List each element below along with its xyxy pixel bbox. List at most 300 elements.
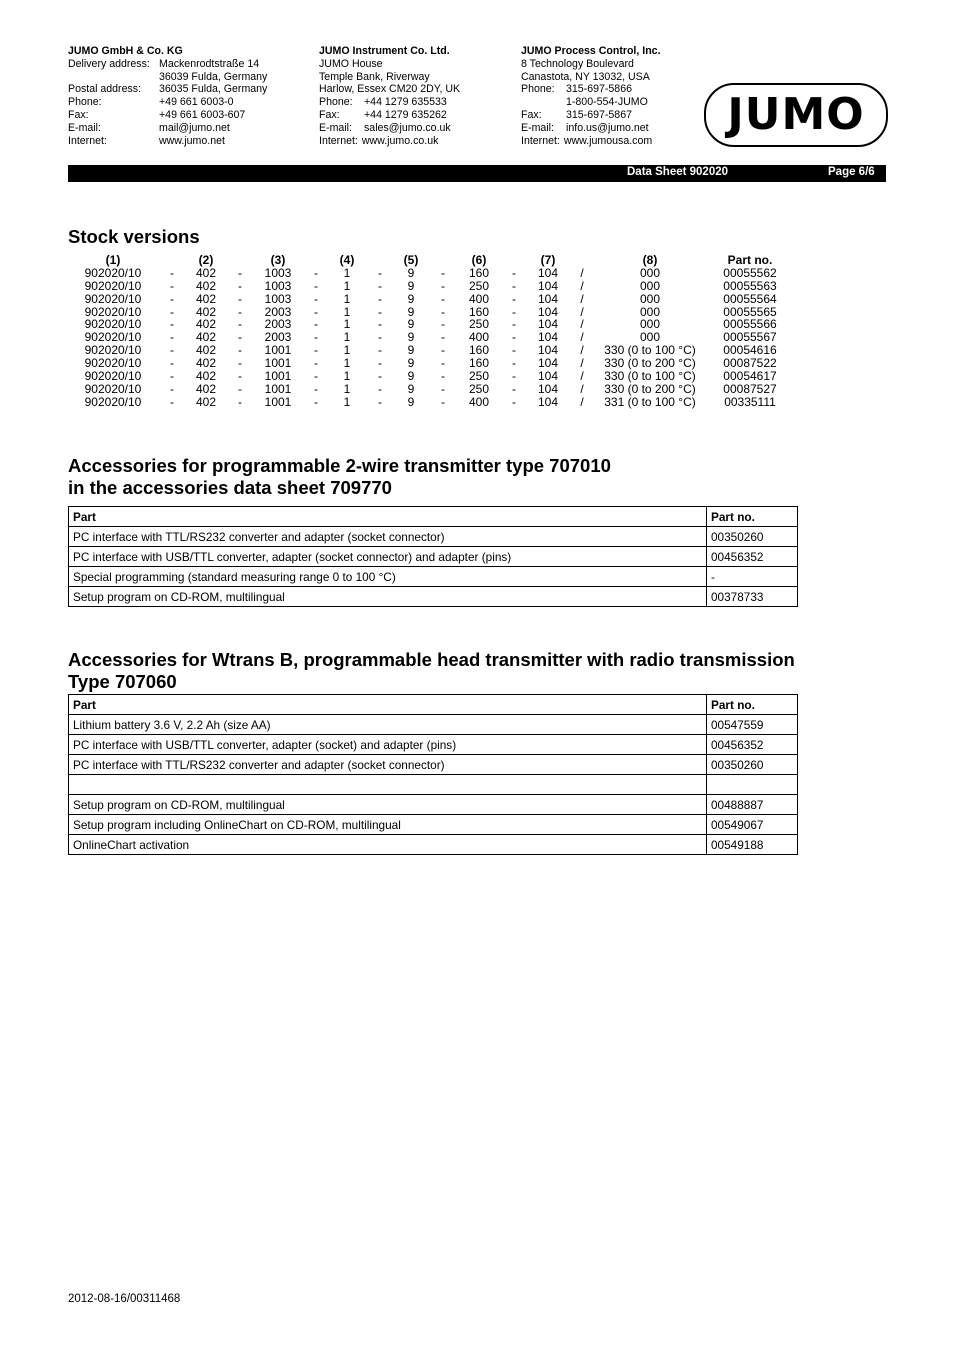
stock-cell: 331 (0 to 100 °C) <box>604 394 696 409</box>
stock-cell: 000 <box>639 291 661 306</box>
stock-cell: 9 <box>407 291 415 306</box>
stock-row <box>68 331 828 344</box>
accessories-707010-table <box>68 506 798 607</box>
company-name: JUMO GmbH & Co. KG <box>68 45 183 57</box>
address-line <box>68 83 267 96</box>
stock-cell: 1001 <box>264 356 292 371</box>
part-no-cell: 00378733 <box>707 587 798 607</box>
table-header-row <box>69 695 798 715</box>
stock-versions-title: Stock versions <box>68 226 200 247</box>
table-row <box>69 755 798 775</box>
stock-cell: 000 <box>639 265 661 280</box>
address-value: 315-697-5866 <box>566 83 632 96</box>
stock-cell: 1 <box>343 381 351 396</box>
stock-cell: 902020/10 <box>84 330 142 345</box>
stock-column-header: (8) <box>642 253 658 267</box>
stock-cell: 1001 <box>264 394 292 409</box>
stock-cell: 1001 <box>264 381 292 396</box>
stock-separator: - <box>441 265 445 280</box>
stock-cell: 402 <box>195 343 217 358</box>
address-label: E-mail: <box>521 121 554 134</box>
stock-cell: 250 <box>468 381 490 396</box>
title-line: in the accessories data sheet 709770 <box>68 477 392 498</box>
address-line <box>319 109 460 122</box>
address-line <box>319 122 460 135</box>
stock-separator: - <box>512 291 516 306</box>
address-label: Fax: <box>68 108 89 121</box>
stock-cell: 402 <box>195 291 217 306</box>
stock-cell: 400 <box>468 394 490 409</box>
stock-cell: 160 <box>468 304 490 319</box>
table-row <box>69 567 798 587</box>
address-line <box>68 58 267 71</box>
address-line <box>521 122 661 135</box>
accessories-707010-title <box>68 455 611 499</box>
stock-row <box>68 396 828 409</box>
address-label: E-mail: <box>319 121 352 134</box>
table-row <box>69 527 798 547</box>
address-value: +44 1279 635262 <box>364 108 447 121</box>
stock-cell: 250 <box>468 278 490 293</box>
part-cell: PC interface with TTL/RS232 converter and adapter (socket connector) <box>69 527 707 547</box>
stock-separator: - <box>238 304 242 319</box>
title-line: Accessories for Wtrans B, programmable head transmitter with radio transmission <box>68 649 795 670</box>
part-no-cell: 00488887 <box>707 795 798 815</box>
address-line <box>68 71 267 84</box>
stock-cell: 402 <box>195 317 217 332</box>
stock-separator: - <box>441 356 445 371</box>
logo-text: JUMO <box>727 89 865 140</box>
stock-separator: / <box>580 317 584 332</box>
address-line <box>68 135 267 148</box>
stock-cell: 1003 <box>264 278 292 293</box>
stock-column-header: (1) <box>105 253 121 267</box>
stock-cell: 902020/10 <box>84 304 142 319</box>
part-cell: PC interface with TTL/RS232 converter and adapter (socket connector) <box>69 755 707 775</box>
stock-part-no: 00055565 <box>723 304 777 319</box>
stock-separator: - <box>378 265 382 280</box>
stock-separator: - <box>314 291 318 306</box>
stock-cell: 160 <box>468 265 490 280</box>
stock-row <box>68 383 828 396</box>
stock-cell: 9 <box>407 330 415 345</box>
header-part: Part <box>69 695 707 715</box>
table-header-row <box>69 507 798 527</box>
stock-separator: - <box>314 394 318 409</box>
stock-part-no: 00055567 <box>723 330 777 345</box>
stock-separator: - <box>170 317 174 332</box>
stock-separator: - <box>441 291 445 306</box>
part-cell: Setup program including OnlineChart on CD-ROM, multilingual <box>69 815 707 835</box>
stock-separator: / <box>580 394 584 409</box>
part-no-cell: 00549067 <box>707 815 798 835</box>
stock-cell: 9 <box>407 369 415 384</box>
address-value: 36039 Fulda, Germany <box>159 70 268 83</box>
address-line <box>521 135 661 148</box>
stock-column-header: (2) <box>198 253 214 267</box>
stock-cell: 160 <box>468 356 490 371</box>
stock-separator: - <box>512 343 516 358</box>
stock-cell: 902020/10 <box>84 356 142 371</box>
stock-cell: 1 <box>343 356 351 371</box>
stock-part-no: 00055562 <box>723 265 777 280</box>
address-value: sales@jumo.co.uk <box>364 121 451 134</box>
header-part-no: Part no. <box>707 695 798 715</box>
address-line <box>319 83 460 96</box>
address-value: Mackenrodtstraße 14 <box>159 57 260 70</box>
stock-cell: 1 <box>343 278 351 293</box>
address-value: Temple Bank, Riverway <box>319 70 430 83</box>
address-line <box>319 135 460 148</box>
stock-column-header: (7) <box>540 253 556 267</box>
stock-cell: 000 <box>639 317 661 332</box>
company-name: JUMO Process Control, Inc. <box>521 45 661 57</box>
stock-part-no: 00055564 <box>723 291 777 306</box>
header-part-no: Part no. <box>707 507 798 527</box>
stock-separator: / <box>580 304 584 319</box>
address-label: Delivery address: <box>68 57 150 70</box>
stock-header-row <box>68 254 828 267</box>
address-line <box>521 96 661 109</box>
stock-cell: 1 <box>343 317 351 332</box>
stock-cell: 902020/10 <box>84 381 142 396</box>
table-row <box>69 815 798 835</box>
title-line: Type 707060 <box>68 671 177 692</box>
stock-cell: 330 (0 to 100 °C) <box>604 343 696 358</box>
stock-part-no: 00055566 <box>723 317 777 332</box>
stock-cell: 9 <box>407 317 415 332</box>
stock-cell: 402 <box>195 330 217 345</box>
company-germany <box>68 45 267 147</box>
part-cell <box>69 775 707 795</box>
address-label: Postal address: <box>68 83 142 96</box>
stock-separator: - <box>378 356 382 371</box>
stock-cell: 104 <box>537 304 559 319</box>
address-label: Phone: <box>521 83 555 96</box>
stock-cell: 1001 <box>264 369 292 384</box>
stock-separator: - <box>512 278 516 293</box>
address-value: JUMO House <box>319 57 383 70</box>
stock-part-no: 00087522 <box>723 356 777 371</box>
address-line <box>521 58 661 71</box>
address-value: 315-697-5867 <box>566 108 632 121</box>
stock-separator: - <box>170 265 174 280</box>
stock-cell: 104 <box>537 369 559 384</box>
stock-separator: - <box>314 304 318 319</box>
part-cell: Lithium battery 3.6 V, 2.2 Ah (size AA) <box>69 715 707 735</box>
stock-separator: - <box>314 278 318 293</box>
stock-separator: - <box>378 369 382 384</box>
stock-separator: - <box>512 394 516 409</box>
stock-separator: - <box>170 343 174 358</box>
stock-cell: 1 <box>343 330 351 345</box>
part-no-cell <box>707 775 798 795</box>
stock-separator: - <box>378 304 382 319</box>
stock-separator: / <box>580 278 584 293</box>
part-no-cell: 00350260 <box>707 755 798 775</box>
stock-cell: 330 (0 to 200 °C) <box>604 356 696 371</box>
table-row <box>69 795 798 815</box>
stock-column-header: (5) <box>403 253 419 267</box>
stock-separator: - <box>170 304 174 319</box>
address-label: Fax: <box>521 108 542 121</box>
stock-cell: 402 <box>195 278 217 293</box>
stock-cell: 1 <box>343 304 351 319</box>
jumo-logo <box>704 83 888 147</box>
address-label: Internet: <box>319 134 358 147</box>
stock-cell: 1003 <box>264 265 292 280</box>
part-cell: Special programming (standard measuring range 0 to 100 °C) <box>69 567 707 587</box>
stock-separator: - <box>441 330 445 345</box>
stock-separator: - <box>512 381 516 396</box>
stock-separator: - <box>441 394 445 409</box>
company-usa <box>521 45 661 147</box>
stock-separator: - <box>238 278 242 293</box>
stock-cell: 104 <box>537 265 559 280</box>
stock-separator: - <box>170 394 174 409</box>
stock-part-no: 00087527 <box>723 381 777 396</box>
stock-cell: 9 <box>407 304 415 319</box>
stock-cell: 1 <box>343 291 351 306</box>
stock-cell: 250 <box>468 369 490 384</box>
address-value: www.jumo.net <box>159 134 225 147</box>
address-line <box>521 71 661 84</box>
stock-separator: - <box>238 343 242 358</box>
stock-cell: 104 <box>537 317 559 332</box>
stock-cell: 402 <box>195 381 217 396</box>
stock-separator: - <box>238 394 242 409</box>
stock-separator: - <box>170 381 174 396</box>
stock-separator: - <box>512 330 516 345</box>
stock-separator: - <box>378 343 382 358</box>
stock-cell: 9 <box>407 356 415 371</box>
stock-separator: / <box>580 330 584 345</box>
stock-separator: - <box>238 369 242 384</box>
stock-cell: 9 <box>407 343 415 358</box>
address-value: 8 Technology Boulevard <box>521 57 634 70</box>
stock-cell: 1001 <box>264 343 292 358</box>
table-row <box>69 587 798 607</box>
stock-separator: - <box>170 278 174 293</box>
address-line <box>68 122 267 135</box>
address-label: Internet: <box>521 134 560 147</box>
stock-row <box>68 318 828 331</box>
stock-separator: - <box>512 317 516 332</box>
address-label: Phone: <box>68 96 102 109</box>
stock-part-no: 00054616 <box>723 343 777 358</box>
stock-separator: - <box>441 304 445 319</box>
address-line <box>68 96 267 109</box>
stock-cell: 902020/10 <box>84 369 142 384</box>
stock-cell: 9 <box>407 265 415 280</box>
datasheet-label: Data Sheet 902020 <box>627 166 729 178</box>
address-line <box>521 109 661 122</box>
stock-cell: 9 <box>407 381 415 396</box>
stock-separator: - <box>238 381 242 396</box>
part-cell: PC interface with USB/TTL converter, adapter (socket) and adapter (pins) <box>69 735 707 755</box>
stock-part-no: 00054617 <box>723 369 777 384</box>
stock-separator: - <box>441 369 445 384</box>
datasheet-bar <box>68 165 886 182</box>
address-value: 1-800-554-JUMO <box>566 96 648 109</box>
address-line <box>68 109 267 122</box>
address-line <box>319 58 460 71</box>
address-value: +44 1279 635533 <box>364 96 447 109</box>
part-no-cell: 00549188 <box>707 835 798 855</box>
stock-cell: 9 <box>407 394 415 409</box>
stock-cell: 402 <box>195 304 217 319</box>
part-no-cell: 00547559 <box>707 715 798 735</box>
stock-separator: - <box>441 381 445 396</box>
stock-separator: - <box>512 265 516 280</box>
stock-separator: - <box>314 369 318 384</box>
stock-cell: 402 <box>195 265 217 280</box>
stock-cell: 104 <box>537 343 559 358</box>
stock-separator: - <box>170 356 174 371</box>
stock-separator: - <box>314 265 318 280</box>
stock-separator: - <box>378 278 382 293</box>
stock-row <box>68 344 828 357</box>
stock-row <box>68 357 828 370</box>
stock-cell: 902020/10 <box>84 317 142 332</box>
stock-separator: - <box>238 356 242 371</box>
table-row <box>69 547 798 567</box>
stock-cell: 104 <box>537 291 559 306</box>
stock-cell: 1 <box>343 265 351 280</box>
stock-versions-table <box>68 254 828 409</box>
address-value: +49 661 6003-0 <box>159 96 234 109</box>
address-label <box>68 71 159 84</box>
stock-cell: 330 (0 to 200 °C) <box>604 381 696 396</box>
stock-column-header: Part no. <box>727 253 773 267</box>
stock-cell: 160 <box>468 343 490 358</box>
company-name: JUMO Instrument Co. Ltd. <box>319 45 450 57</box>
stock-column-header: (6) <box>471 253 487 267</box>
company-uk <box>319 45 460 147</box>
stock-separator: - <box>238 265 242 280</box>
stock-row <box>68 280 828 293</box>
stock-cell: 104 <box>537 394 559 409</box>
stock-cell: 902020/10 <box>84 291 142 306</box>
table-row <box>69 735 798 755</box>
stock-cell: 902020/10 <box>84 278 142 293</box>
stock-separator: - <box>314 330 318 345</box>
stock-separator: - <box>238 330 242 345</box>
stock-cell: 2003 <box>264 317 292 332</box>
stock-cell: 2003 <box>264 304 292 319</box>
stock-separator: - <box>170 330 174 345</box>
stock-separator: / <box>580 265 584 280</box>
accessories-707060-title <box>68 649 795 693</box>
stock-row <box>68 293 828 306</box>
address-line <box>319 96 460 109</box>
stock-separator: / <box>580 343 584 358</box>
part-no-cell: - <box>707 567 798 587</box>
stock-separator: / <box>580 381 584 396</box>
part-no-cell: 00456352 <box>707 735 798 755</box>
address-label: Internet: <box>68 134 107 147</box>
stock-cell: 000 <box>639 330 661 345</box>
address-label: E-mail: <box>68 121 101 134</box>
stock-cell: 2003 <box>264 330 292 345</box>
stock-row <box>68 306 828 319</box>
stock-separator: - <box>512 356 516 371</box>
stock-cell: 1 <box>343 369 351 384</box>
stock-separator: / <box>580 356 584 371</box>
stock-separator: / <box>580 291 584 306</box>
stock-separator: / <box>580 369 584 384</box>
stock-separator: - <box>512 304 516 319</box>
stock-cell: 1 <box>343 343 351 358</box>
table-row <box>69 715 798 735</box>
title-line: Accessories for programmable 2-wire transmitter type 707010 <box>68 455 611 476</box>
stock-cell: 000 <box>639 304 661 319</box>
stock-separator: - <box>238 291 242 306</box>
stock-cell: 1003 <box>264 291 292 306</box>
accessories-707060-table <box>68 694 798 855</box>
stock-cell: 104 <box>537 381 559 396</box>
stock-separator: - <box>512 369 516 384</box>
stock-separator: - <box>378 394 382 409</box>
document-footer: 2012-08-16/00311468 <box>68 1293 181 1305</box>
stock-cell: 1 <box>343 394 351 409</box>
table-row <box>69 775 798 795</box>
stock-cell: 330 (0 to 100 °C) <box>604 369 696 384</box>
stock-separator: - <box>441 343 445 358</box>
stock-cell: 9 <box>407 278 415 293</box>
part-no-cell: 00350260 <box>707 527 798 547</box>
stock-separator: - <box>441 317 445 332</box>
address-value: info.us@jumo.net <box>566 121 649 134</box>
page-number: Page 6/6 <box>828 166 875 178</box>
stock-cell: 402 <box>195 369 217 384</box>
address-value: www.jumo.co.uk <box>361 134 439 147</box>
stock-separator: - <box>378 291 382 306</box>
stock-cell: 104 <box>537 330 559 345</box>
stock-separator: - <box>378 317 382 332</box>
address-value: mail@jumo.net <box>159 121 230 134</box>
address-value: 36035 Fulda, Germany <box>159 83 268 96</box>
stock-cell: 104 <box>537 356 559 371</box>
stock-row <box>68 267 828 280</box>
address-label: Fax: <box>319 108 340 121</box>
table-row <box>69 835 798 855</box>
stock-row <box>68 370 828 383</box>
stock-column-header: (3) <box>270 253 286 267</box>
stock-cell: 400 <box>468 330 490 345</box>
part-cell: PC interface with USB/TTL converter, adapter (socket connector) and adapter (pins) <box>69 547 707 567</box>
stock-cell: 902020/10 <box>84 265 142 280</box>
part-cell: OnlineChart activation <box>69 835 707 855</box>
stock-cell: 104 <box>537 278 559 293</box>
stock-separator: - <box>314 343 318 358</box>
stock-cell: 902020/10 <box>84 394 142 409</box>
stock-column-header: (4) <box>339 253 355 267</box>
stock-separator: - <box>378 381 382 396</box>
stock-separator: - <box>378 330 382 345</box>
stock-part-no: 00055563 <box>723 278 777 293</box>
stock-separator: - <box>314 356 318 371</box>
stock-cell: 250 <box>468 317 490 332</box>
stock-cell: 402 <box>195 356 217 371</box>
stock-separator: - <box>314 381 318 396</box>
stock-cell: 000 <box>639 278 661 293</box>
stock-part-no: 00335111 <box>724 394 776 409</box>
address-value: Canastota, NY 13032, USA <box>521 70 650 83</box>
stock-separator: - <box>170 291 174 306</box>
stock-cell: 400 <box>468 291 490 306</box>
address-value: Harlow, Essex CM20 2DY, UK <box>319 83 461 96</box>
